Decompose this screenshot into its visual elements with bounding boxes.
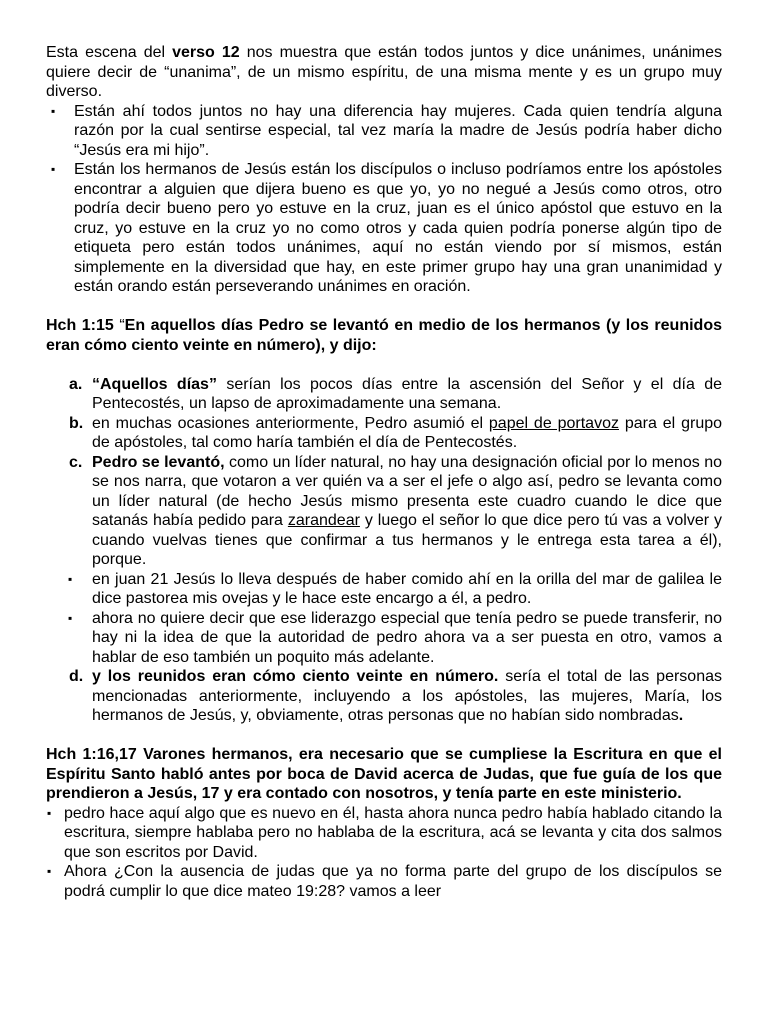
bullet-list-1 [46,102,722,297]
spacer [46,355,722,375]
lettered-list-continued [46,667,722,726]
heading-hch-1-15 [46,316,722,355]
list-item-text: sería el total de las personas mencionadas anteriormente, incluyendo a los apóstoles, las mujeres, María, los hermanos de Jesús, y, obviamente, otras personas que no habían sido nombradas [92,668,722,724]
list-item-d [46,667,722,726]
list-item-text: para el grupo de apóstoles, tal como haría también el día de Pentecostés. [92,414,723,451]
list-item-underlined: papel de portavoz [488,414,619,432]
bullet-text: pedro hace aquí algo que es nuevo en él, hasta ahora nunca pedro había hablado citando la escritura, siempre hablaba pero no hablaba de la escritura, acá se levanta y cita dos salmos que son escritos por David. [64,804,722,861]
list-item [46,160,722,297]
list-letter: c. [69,453,83,471]
list-item-end-period: . [678,707,684,724]
list-item-b [46,414,722,453]
square-bullet-icon: ▪ [51,103,56,118]
list-item-bold: y los reunidos eran cómo ciento veinte en número. [92,668,499,685]
bullet-text: Están los hermanos de Jesús están los discípulos o incluso podríamos entre los apóstoles encontrar a alguien que dijera bueno es que yo, yo no negué a Jesús como otros, otro podría decir bueno pero yo estuve en la cruz, juan es el único apóstol que estuvo en la cruz, yo estuve en la cruz yo no como otros y cada quien podría ponerse algún tipo de etiqueta pero están todos unánimes, aquí no están viendo por sí mismos, están simplemente en la diversidad que hay, en este primer grupo hay una gran unanimidad y están orando están perseverando unánimes en oración. [74,161,722,295]
list-item-text: serían los pocos días entre la ascensión del Señor y el día de Pentecostés, un lapso de aproximadamente una semana. [92,375,723,412]
intro-verse-ref: verso 12 [172,44,240,61]
heading-quote-mark: “ [119,317,125,334]
list-item [46,804,722,863]
list-letter: a. [69,375,83,393]
list-item-bold: “Aquellos días” [92,375,217,393]
list-item [46,102,722,161]
spacer [46,726,722,746]
heading-ref: Hch 1:15 [46,317,114,334]
bullet-text: Están ahí todos juntos no hay una diferencia hay mujeres. Cada quien tendría alguna razón por la cual sentirse especial, tal vez maría la madre de Jesús podría haber dicho “Jesús era mi hijo”. [74,102,722,159]
list-item [46,862,722,901]
intro-text-1: Esta escena del [46,44,173,61]
lettered-list [46,375,722,570]
bullet-text: ahora no quiere decir que ese liderazgo especial que tenía pedro se puede transferir, no hay ni la idea de que la autoridad de pedro ahora va a ser puesta en otro, vamos a hablar de eso también un poquito más adelante. [92,609,722,666]
intro-text-2: nos muestra que están todos juntos y dice unánimes, unánimes quiere decir de “unanima”, de un mismo espíritu, de una misma mente y es un grupo muy diverso. [46,44,723,100]
heading-text: En aquellos días Pedro se levantó en medio de los hermanos (y los reunidos eran cómo ciento veinte en número), y dijo: [46,317,722,354]
list-item [46,609,722,668]
bullet-list-3 [46,804,722,902]
document-body [46,43,722,901]
square-bullet-icon: ▪ [47,805,52,820]
list-letter: d. [69,668,84,685]
intro-paragraph [46,43,722,102]
heading-text: Hch 1:16,17 Varones hermanos, era necesario que se cumpliese la Escritura en que el Espíritu Santo habló antes por boca de David acerca de Judas, que fue guía de los que prendieron a Jesús, 17 y era contado con nosotros, y tenía parte en este ministerio. [46,746,722,802]
list-item [46,570,722,609]
bullet-list-2 [46,570,722,668]
bullet-text: Ahora ¿Con la ausencia de judas que ya no forma parte del grupo de los discípulos se podrá cumplir lo que dice mateo 19:28? vamos a leer [64,863,722,900]
square-bullet-icon: ▪ [47,864,52,878]
bullet-text: en juan 21 Jesús lo lleva después de haber comido ahí en la orilla del mar de galilea le dice pastorea mis ovejas y le hace este encargo a él, a pedro. [92,570,722,607]
square-bullet-icon: ▪ [68,571,73,586]
list-item-bold: Pedro se levantó, [92,453,225,471]
list-item-a [46,375,722,414]
list-item-text: como un líder natural, no hay una designación oficial por lo menos no se nos narra, que votaron a ver quién va a ser el jefe o algo así, pedro se levanta como un líder natural (de hecho Jesús mismo presenta este cuadro cuando le dice que satanás había pedido para [92,453,722,529]
list-item-underlined: zarandear [287,512,360,529]
list-item-c [46,453,722,570]
list-letter: b. [69,414,84,432]
square-bullet-icon: ▪ [68,610,73,625]
square-bullet-icon: ▪ [51,162,56,176]
spacer [46,297,722,317]
heading-hch-1-16-17 [46,745,722,804]
list-item-text: y luego el señor lo que dice pero tú vas a volver y cuando vuelvas tienes que confirmar a tus hermanos y le entrega esta tarea a él), porque. [92,512,722,568]
list-item-text: en muchas ocasiones anteriormente, Pedro asumió el [92,414,489,432]
